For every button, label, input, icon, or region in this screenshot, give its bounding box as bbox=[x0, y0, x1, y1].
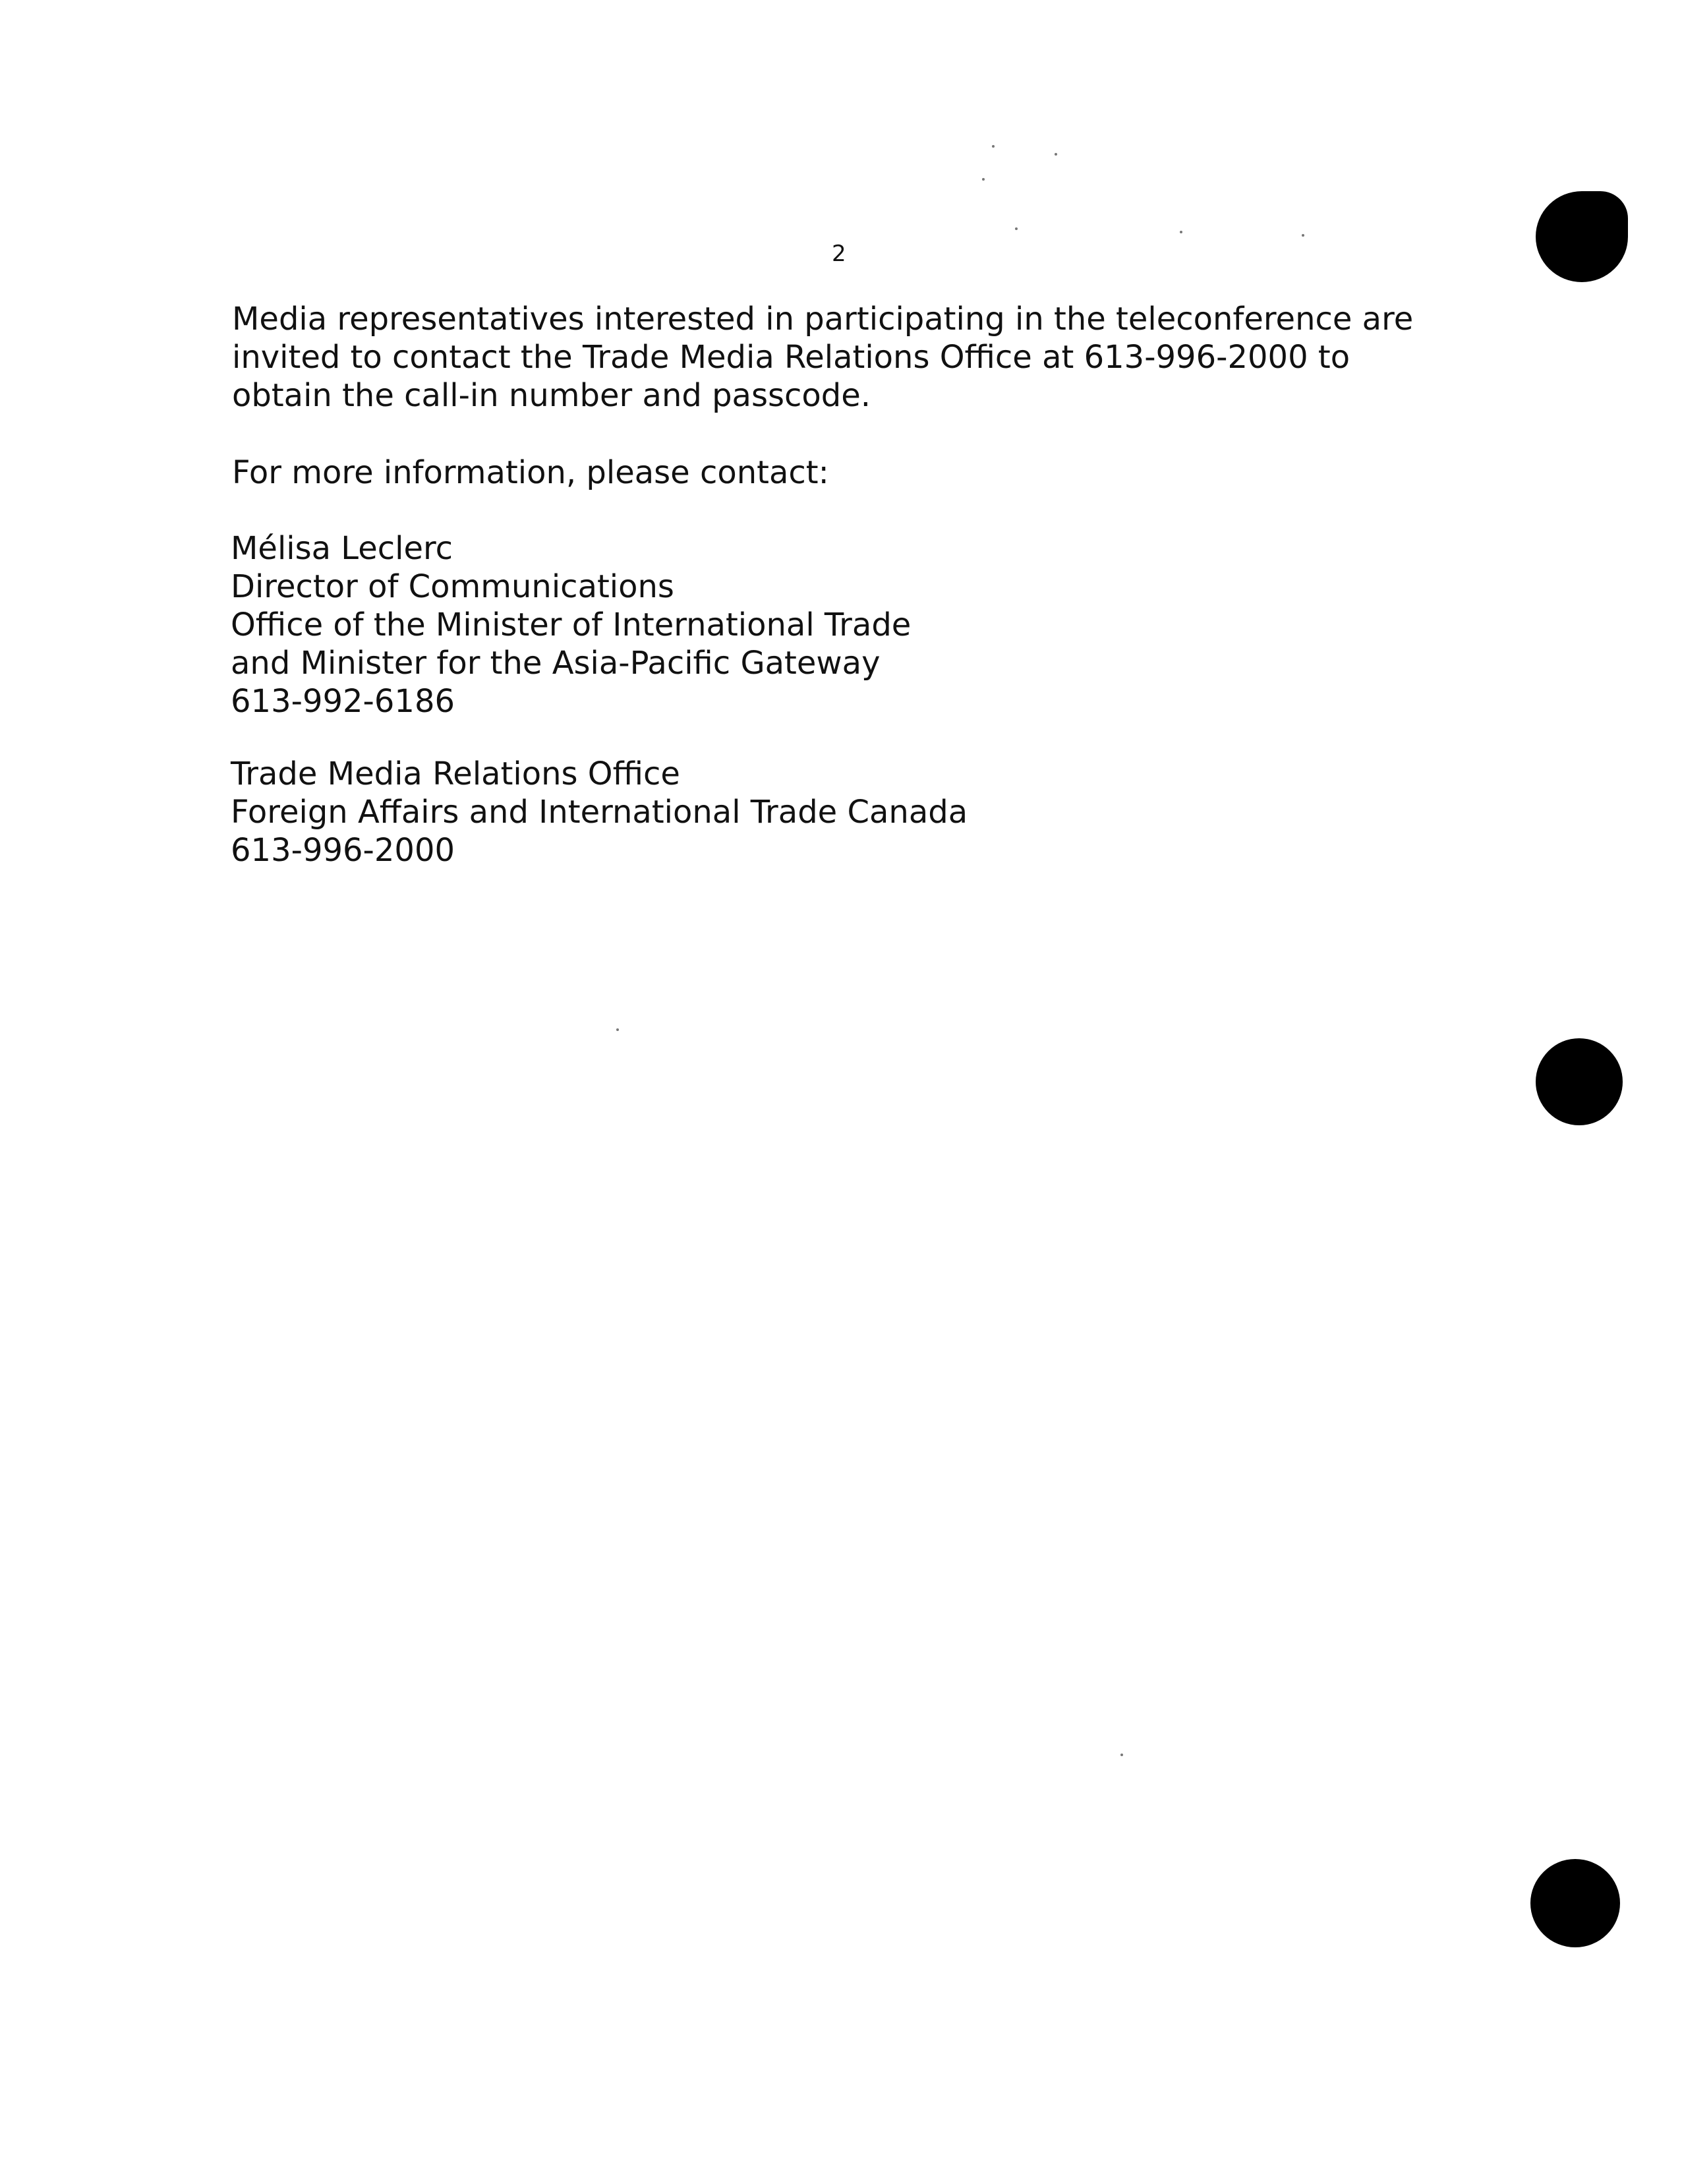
scan-speckle bbox=[1180, 231, 1182, 233]
contact-office-name: Trade Media Relations Office bbox=[231, 755, 680, 792]
contact-block-trade-media bbox=[231, 755, 968, 870]
contact-office-continued: and Minister for the Asia-Pacific Gateway bbox=[231, 645, 881, 682]
punch-hole bbox=[1530, 1859, 1620, 1947]
contact-office: Office of the Minister of International Trade bbox=[231, 606, 912, 643]
page-number: 2 bbox=[832, 241, 846, 267]
contact-phone: 613-992-6186 bbox=[231, 683, 455, 720]
contact-block-leclerc bbox=[231, 529, 911, 721]
punch-hole bbox=[1536, 1038, 1623, 1125]
contact-phone: 613-996-2000 bbox=[231, 832, 455, 869]
scan-speckle bbox=[992, 145, 995, 148]
scan-speckle bbox=[1015, 227, 1018, 230]
contact-name: Mélisa Leclerc bbox=[231, 530, 453, 567]
paragraph-line: obtain the call-in number and passcode. bbox=[232, 377, 871, 414]
contact-department: Foreign Affairs and International Trade Canada bbox=[231, 794, 968, 831]
scan-speckle bbox=[616, 1028, 619, 1031]
contact-intro: For more information, please contact: bbox=[232, 454, 829, 491]
scan-speckle bbox=[1302, 234, 1304, 237]
paragraph-line: Media representatives interested in participating in the teleconference are bbox=[232, 301, 1414, 338]
punch-hole bbox=[1536, 191, 1628, 282]
paragraph-line: invited to contact the Trade Media Relations Office at 613-996-2000 to bbox=[232, 339, 1350, 376]
contact-title: Director of Communications bbox=[231, 568, 674, 605]
scan-speckle bbox=[1120, 1754, 1123, 1756]
teleconference-paragraph bbox=[232, 300, 1484, 415]
scan-speckle bbox=[1055, 153, 1057, 156]
scan-speckle bbox=[982, 178, 985, 181]
